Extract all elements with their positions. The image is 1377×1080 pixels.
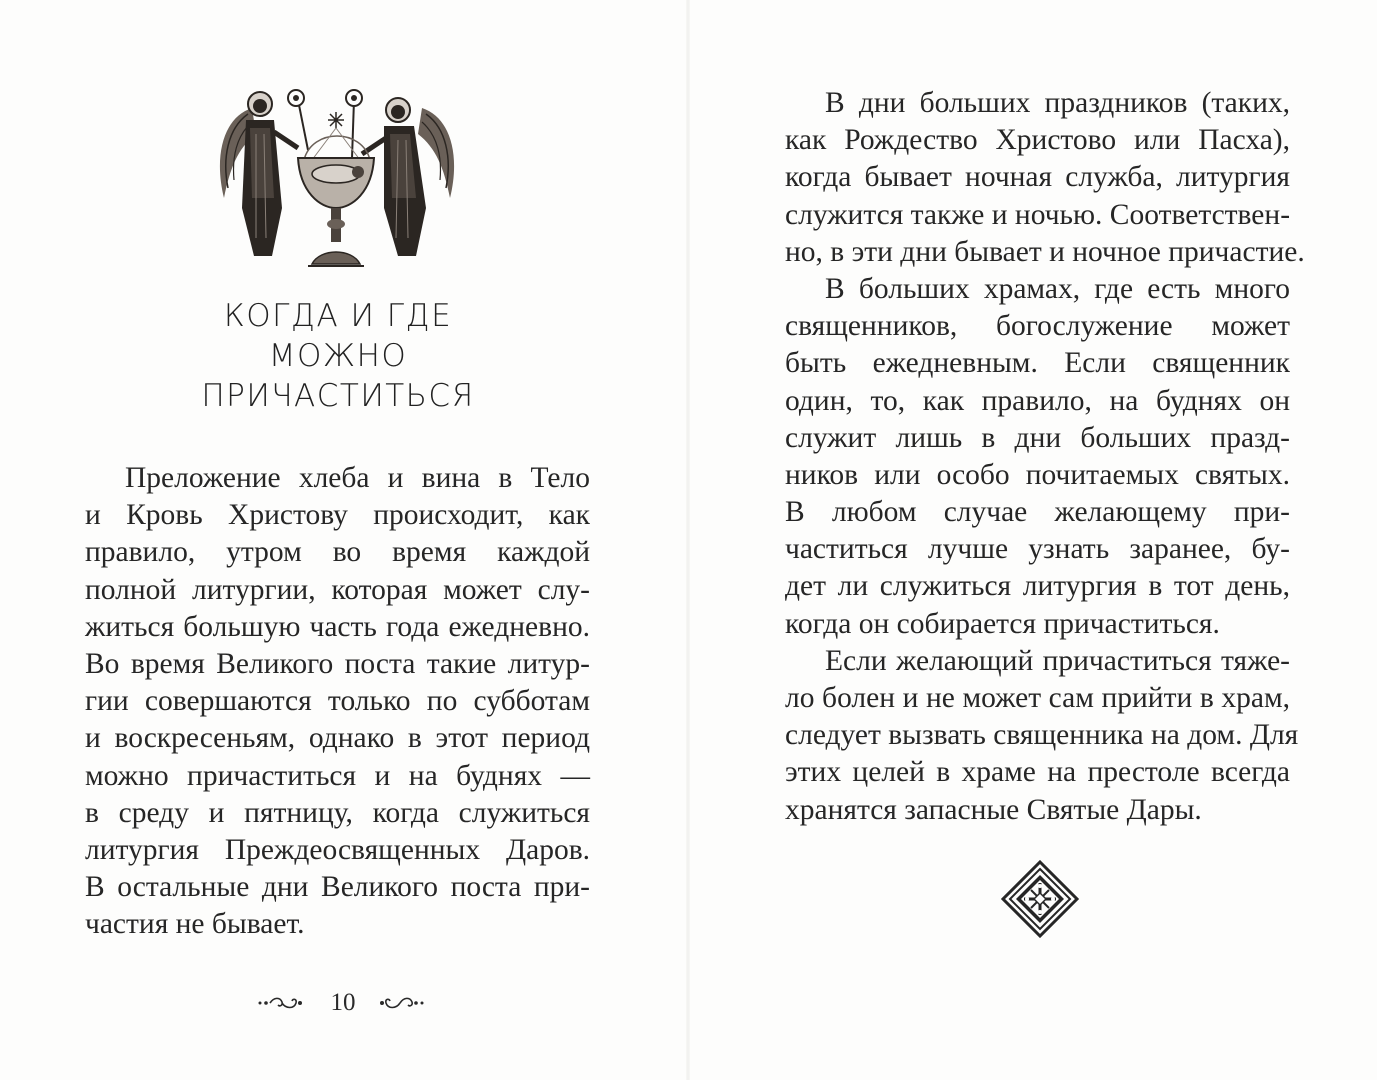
text-line: В дни больших праздников (таких, <box>825 87 1290 119</box>
text-line: ло болен и не может сам прийти в храм, <box>785 682 1290 714</box>
text-line: и Кровь Христову происходит, как <box>85 499 590 532</box>
text-line: ников или особо почитаемых святых. <box>785 458 1290 491</box>
text-line: служится также и ночью. Соответствен- <box>785 198 1291 231</box>
text-line: В остальные дни Великого поста при- <box>85 871 590 904</box>
text-line: дет ли служиться литургия в тот день, <box>785 570 1290 603</box>
text-line: хранятся запасные Святые Дары. <box>785 793 1202 826</box>
text-line: священников, богослужение может <box>785 310 1290 343</box>
text-line: Во время Великого поста такие литур- <box>85 647 590 680</box>
text-line: частиться лучше узнать заранее, бу- <box>785 533 1290 566</box>
page-number: 10 <box>330 989 356 1016</box>
page-footer <box>258 986 428 1020</box>
text-line: полной литургии, которая может слу- <box>85 573 590 606</box>
left-page <box>0 0 688 1080</box>
text-line: как Рождество Христово или Пасха), <box>785 124 1290 157</box>
text-line: следует вызвать священника на дом. Для <box>785 719 1299 752</box>
text-line: житься большую часть года ежедневно. <box>85 610 590 643</box>
page-title <box>150 296 526 416</box>
text-line: служит лишь в дни больших празд- <box>785 421 1290 454</box>
text-line: в среду и пятницу, когда служиться <box>85 796 590 829</box>
text-line: этих целей в храме на престоле всегда <box>785 756 1290 789</box>
text-line: В любом случае желающему при- <box>785 496 1290 529</box>
text-line: правило, утром во время каждой <box>85 536 590 569</box>
text-line: и воскресеньям, однако в этот период <box>85 722 590 755</box>
text-line: В больших храмах, где есть много <box>825 272 1290 305</box>
right-text-block <box>785 85 1305 829</box>
title-line: МОЖНО <box>268 338 408 374</box>
diamond-ornament-icon <box>1001 860 1079 938</box>
text-line: Если желающий причаститься тяже- <box>825 644 1290 677</box>
text-line: Преложение хлеба и вина в Тело <box>125 462 590 494</box>
text-line: но, в эти дни бывает и ночное причастие. <box>785 235 1305 268</box>
text-line: можно причаститься и на буднях — <box>85 759 590 792</box>
text-line: когда бывает ночная служба, литургия <box>785 161 1290 194</box>
text-line: когда он собирается причаститься. <box>785 607 1220 640</box>
title-line: КОГДА И ГДЕ <box>223 298 453 334</box>
text-line: быть ежедневным. Если священник <box>785 347 1290 380</box>
text-line: литургия Преждеосвященных Даров. <box>85 833 590 866</box>
swirl-ornament-icon <box>258 993 304 1013</box>
title-line: ПРИЧАСТИТЬСЯ <box>201 378 475 414</box>
angels-chalice-illustration <box>212 88 462 278</box>
text-line: частия не бывает. <box>85 908 305 941</box>
text-line: один, то, как правило, на буднях он <box>785 384 1290 417</box>
swirl-ornament-icon <box>378 993 424 1013</box>
right-page <box>688 0 1377 1080</box>
text-line: гии совершаются только по субботам <box>85 685 590 718</box>
left-paragraph <box>85 460 590 943</box>
